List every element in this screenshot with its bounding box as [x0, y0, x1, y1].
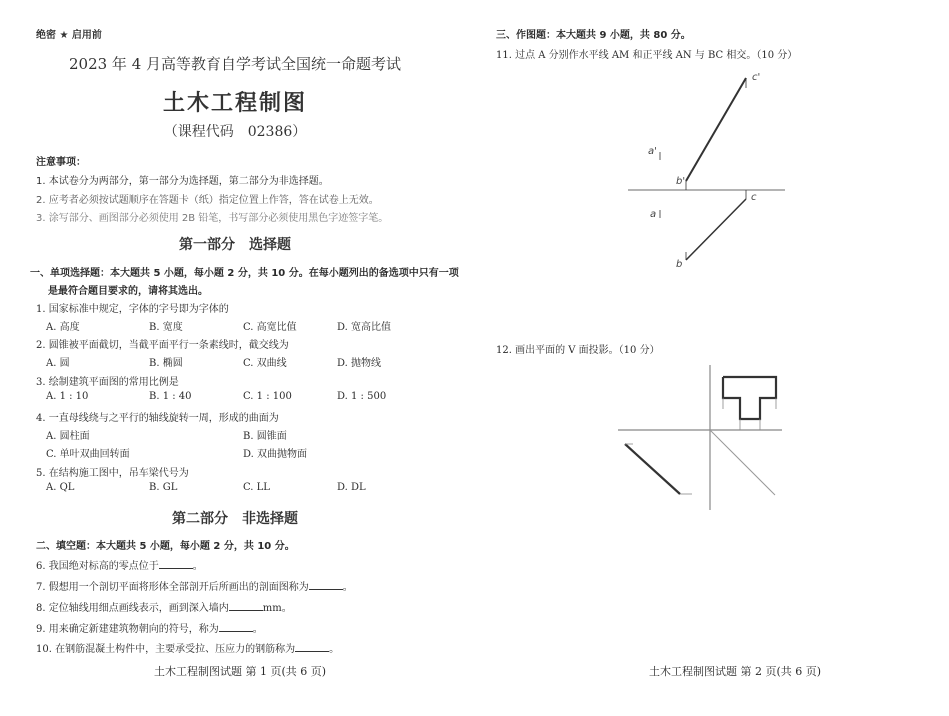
exam-page-1: [0, 0, 470, 716]
line-b-prime-c-prime: [686, 78, 746, 181]
projection-diagrampq12: [610, 355, 790, 515]
fill-question: 9. 用来确定新建建筑物朝向的符号，称为 。: [36, 624, 263, 635]
note-item: 3. 涂写部分、画图部分必须使用 2B 铅笔，书写部分必须使用黑色字迹签字笔。: [36, 213, 389, 224]
page-footer: 土木工程制图试题 第 2 页(共 6 页): [648, 665, 822, 678]
part1-title: 第一部分 选择题: [179, 237, 291, 253]
note-item: 1. 本试卷分为两部分，第一部分为选择题，第二部分为非选择题。: [36, 176, 329, 187]
option-c: C. LL: [243, 482, 270, 493]
course-code: （课程代码 02386）: [163, 124, 307, 140]
note-item: 2. 应考者必须按试题顺序在答题卡（纸）指定位置上作答，答在试卷上无效。: [36, 195, 379, 206]
option-b: B. GL: [149, 482, 178, 493]
subject-title: 土木工程制图: [162, 90, 307, 116]
page-footer: 土木工程制图试题 第 1 页(共 6 页): [153, 665, 327, 678]
fill-question: 7. 假想用一个剖切平面将形体全部剖开后所画出的剖面图称为 。: [36, 582, 353, 593]
label-b: b: [676, 259, 683, 270]
section1-instructions: 一、单项选择题：本大题共 5 小题，每小题 2 分，共 10 分。在每小题列出的备选项中只有一项: [30, 268, 459, 279]
option-c: C. 单叶双曲回转面: [46, 449, 130, 460]
answer-blank: [219, 622, 253, 632]
fill-question: 8. 定位轴线用细点画线表示，画到深入墙内 mm。: [36, 603, 292, 614]
answer-blank: [159, 559, 193, 569]
t-shape-projection: [723, 377, 776, 419]
option-a: A. 高度: [46, 322, 80, 333]
answer-blank: [229, 601, 263, 611]
notes-heading: 注意事项：: [36, 157, 86, 168]
option-c: C. 双曲线: [243, 358, 287, 369]
answer-blank: [309, 580, 343, 590]
section2-instructions: 二、填空题：本大题共 5 小题，每小题 2 分，共 10 分。: [36, 541, 295, 552]
option-a: A. QL: [46, 482, 75, 493]
option-b: B. 1 : 40: [149, 391, 192, 402]
part2-title: 第二部分 非选择题: [172, 511, 298, 527]
option-b: B. 宽度: [149, 322, 183, 333]
question-stem: 1. 国家标准中规定，字体的字号即为字体的: [36, 304, 229, 315]
fill-question: 10. 在钢筋混凝土构件中，主要承受拉、压应力的钢筋称为 。: [36, 644, 340, 655]
option-b: B. 椭圆: [149, 358, 183, 369]
label-b-prime: b': [676, 176, 686, 187]
section1-instructions-cont: 是最符合题目要求的，请将其选出。: [48, 286, 208, 297]
option-a: A. 1 : 10: [46, 391, 89, 402]
question-11: 11. 过点 A 分别作水平线 AM 和正平线 AN 与 BC 相交。（10 分）: [496, 50, 798, 61]
label-c: c: [751, 192, 757, 203]
question-stem: 3. 绘制建筑平面图的常用比例是: [36, 377, 179, 388]
label-a: a: [650, 209, 657, 220]
option-a: A. 圆: [46, 358, 70, 369]
option-d: D. 双曲抛物面: [243, 449, 308, 460]
option-d: D. 宽高比值: [337, 322, 392, 333]
exam-page-2: [475, 0, 949, 716]
label-c-prime: c': [752, 72, 761, 83]
option-c: C. 高宽比值: [243, 322, 297, 333]
fill-question: 6. 我国绝对标高的零点位于 。: [36, 561, 203, 572]
option-a: A. 圆柱面: [46, 431, 90, 442]
confidential-mark: 绝密 ★ 启用前: [36, 30, 102, 41]
45-degree-line: [710, 430, 775, 495]
question-stem: 2. 圆锥被平面截切，当截平面平行一条素线时，截交线为: [36, 340, 289, 351]
option-d: D. 抛物线: [337, 358, 382, 369]
option-c: C. 1 : 100: [243, 391, 292, 402]
label-a-prime: a': [648, 146, 657, 157]
plane-edge-projection: [625, 444, 680, 494]
option-d: D. 1 : 500: [337, 391, 387, 402]
option-b: B. 圆锥面: [243, 431, 287, 442]
answer-blank: [295, 642, 329, 652]
option-d: D. DL: [337, 482, 366, 493]
section3-instructions: 三、作图题：本大题共 9 小题，共 80 分。: [496, 30, 691, 41]
exam-title: 2023 年 4 月高等教育自学考试全国统一命题考试: [68, 55, 402, 73]
question-12: 12. 画出平面的 V 面投影。（10 分）: [496, 345, 660, 356]
projection-diagram-q11: [600, 60, 800, 280]
question-stem: 5. 在结构施工图中，吊车梁代号为: [36, 468, 189, 479]
question-stem: 4. 一直母线绕与之平行的轴线旋转一周，形成的曲面为: [36, 413, 279, 424]
line-b-c: [686, 199, 746, 260]
